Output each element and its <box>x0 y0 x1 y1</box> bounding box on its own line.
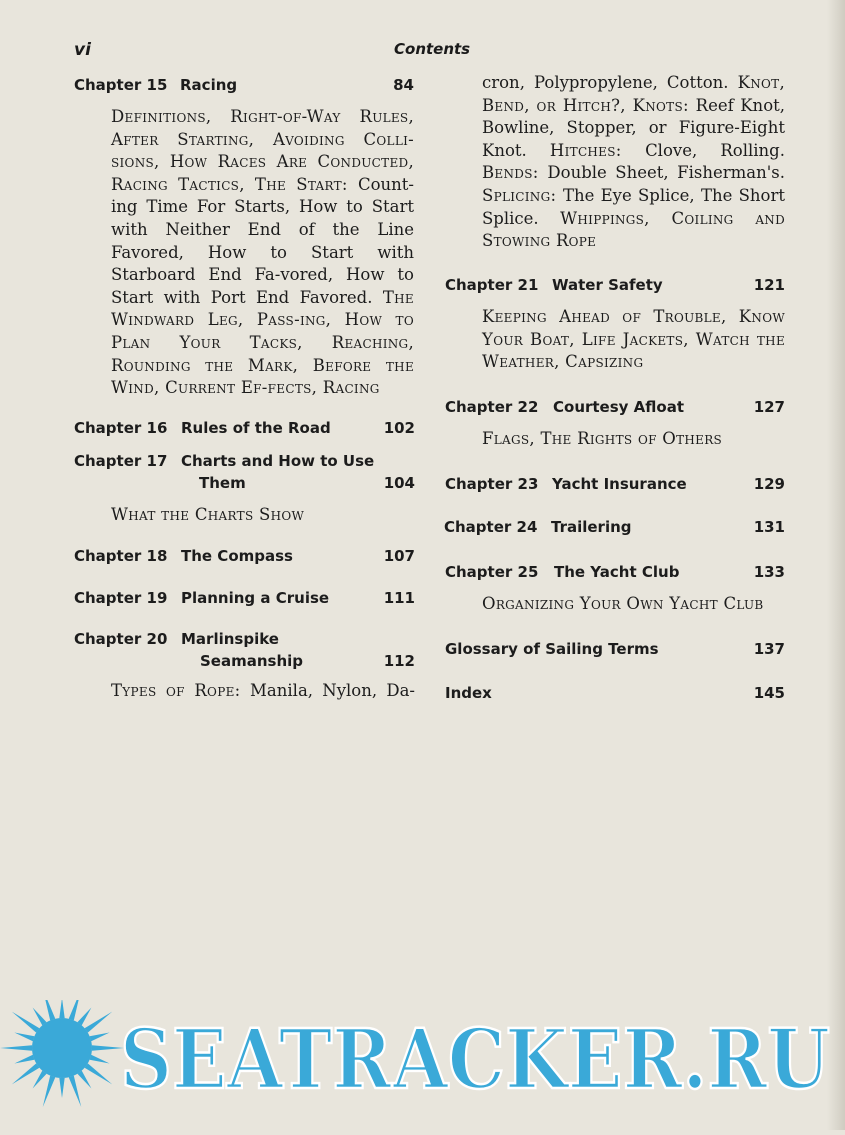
topics-segment: cron, Polypropylene, Cotton. <box>482 73 738 92</box>
toc-entry-chapter-25[interactable] <box>445 563 785 583</box>
chapter-title: Rules of the Road <box>181 419 331 437</box>
page-number-ref: 107 <box>383 547 415 565</box>
chapter-number: Chapter 18 <box>74 547 168 565</box>
chapter-number: Chapter 17 <box>74 452 168 470</box>
chapter-title: Water Safety <box>552 276 663 294</box>
chapter-20-topics <box>111 680 415 703</box>
page-number-ref: 131 <box>753 518 785 536</box>
chapter-number: Chapter 15 <box>74 76 168 94</box>
page-number-ref: 111 <box>383 589 415 607</box>
watermark <box>0 1000 845 1130</box>
sun-ray <box>14 1033 34 1042</box>
sun-ray <box>12 1012 40 1033</box>
chapter-title: Racing <box>180 76 238 94</box>
section-title: Index <box>445 684 492 702</box>
topics-segment: Whippings, Coiling and Stowing Rope <box>482 208 785 251</box>
topics-segment: Bends: <box>482 163 548 183</box>
chapter-number: Chapter 23 <box>445 475 539 493</box>
page-number-ref: 84 <box>393 76 414 94</box>
chapter-title: The Yacht Club <box>554 563 680 581</box>
sun-ray <box>69 1000 82 1020</box>
chapter-17-topics: What the Charts Show <box>111 505 305 524</box>
topics-segment: The Windward Leg, Pass-ing, How to Plan Your Tacks, Reaching, Rounding the Mark, Before the Wind, Current Ef-fects, Racing <box>111 287 414 398</box>
toc-entry-chapter-22[interactable] <box>445 398 785 418</box>
page-number-ref: 145 <box>753 684 785 702</box>
toc-entry-chapter-21[interactable] <box>445 276 785 296</box>
chapter-number: Chapter 22 <box>445 398 539 416</box>
page-number-ref: 127 <box>753 398 785 416</box>
chapter-title: Planning a Cruise <box>181 589 330 607</box>
toc-entry-chapter-17[interactable] <box>74 452 415 496</box>
sun-ray <box>43 1076 56 1107</box>
chapter-number: Chapter 16 <box>74 419 168 437</box>
watermark-graphic <box>0 1000 845 1130</box>
chapter-number: Chapter 25 <box>445 563 539 581</box>
topics-segment: Clove, Rolling. <box>645 140 785 160</box>
toc-entry-chapter-24[interactable] <box>444 518 785 538</box>
toc-entry-chapter-15[interactable] <box>74 76 414 96</box>
sun-ray <box>59 1000 64 1018</box>
sun-ray <box>77 1071 91 1089</box>
page-number-ref: 129 <box>753 475 785 493</box>
topics-segment: Splicing: <box>482 185 563 205</box>
page-number-ref: 133 <box>753 563 785 581</box>
chapter-20-topics-continued <box>482 72 785 253</box>
chapter-title: Yacht Insurance <box>552 475 687 493</box>
page-title: Contents <box>394 40 471 58</box>
toc-entry-chapter-23[interactable] <box>445 475 785 495</box>
toc-entry-chapter-19[interactable] <box>74 589 415 609</box>
sun-ray <box>14 1055 34 1064</box>
chapter-number: Chapter 20 <box>74 630 168 648</box>
topics-segment: Hitches: <box>549 140 646 160</box>
page-number-ref: 104 <box>383 474 415 492</box>
topics-segment: The Eye Splice, The Short Splice. <box>482 185 785 228</box>
sun-ray <box>85 1012 113 1033</box>
page-number-ref: 137 <box>753 640 785 658</box>
chapter-title: Marlinspike <box>181 630 279 648</box>
topics-segment: Types of Rope: <box>111 681 251 700</box>
sun-ray <box>59 1078 64 1098</box>
chapter-22-topics: Flags, The Rights of Others <box>482 429 723 448</box>
chapter-25-topics: Organizing Your Own Yacht Club <box>482 594 764 613</box>
sun-ray <box>0 1045 32 1050</box>
topics-segment: Definitions, Right-of-Way Rules, After Starting, Avoiding Colli-sions, How Races Are Conducted, Racing Tactics, The Start: <box>111 107 414 194</box>
chapter-title: The Compass <box>181 547 293 565</box>
toc-entry-chapter-18[interactable] <box>74 547 415 567</box>
page-number-ref: 121 <box>753 276 785 294</box>
sun-ray <box>90 1055 110 1064</box>
chapter-title: Charts and How to Use <box>181 452 375 470</box>
chapter-title: Courtesy Afloat <box>553 398 684 416</box>
chapter-title-continued: Seamanship <box>200 652 304 670</box>
toc-entry-index[interactable] <box>445 684 785 704</box>
sun-ray <box>90 1033 110 1042</box>
chapter-number: Chapter 24 <box>444 518 538 536</box>
sun-ray <box>33 1008 47 1026</box>
chapter-number: Chapter 19 <box>74 589 168 607</box>
page-number-ref: 102 <box>383 419 415 437</box>
page-number: vi <box>74 40 91 60</box>
topics-segment: Count-ing Time For Starts, How to Start with Neither End of the Line Favored, How to Start with Starboard End Fa-vored, How to Start with Port End Favored. <box>111 174 414 307</box>
sun-ray <box>43 1000 56 1020</box>
sun-ray <box>33 1071 47 1089</box>
chapter-number: Chapter 21 <box>445 276 539 294</box>
topics-segment: Manila, Nylon, Da- <box>250 681 415 700</box>
toc-entry-glossary[interactable] <box>445 640 785 660</box>
topics-segment: Reef Knot, Bowline, Stopper, or Figure-Eight Knot. <box>482 95 785 160</box>
sun-ray <box>12 1063 40 1084</box>
toc-entry-chapter-16[interactable] <box>74 419 415 439</box>
toc-entry-chapter-20[interactable] <box>74 630 415 674</box>
sun-ray <box>85 1063 113 1084</box>
chapter-title: Trailering <box>551 518 632 536</box>
chapter-21-topics: Keeping Ahead of Trouble, Know Your Boat, Life Jackets, Watch the Weather, Capsizing <box>482 307 785 372</box>
section-title: Glossary of Sailing Terms <box>445 640 659 658</box>
topics-segment: Knot, Bend, or Hitch?, Knots: <box>482 73 785 115</box>
sun-ray <box>77 1008 91 1026</box>
watermark-text: SEATRACKER.RU <box>120 1012 830 1108</box>
topics-segment: Double Sheet, Fisherman's. <box>547 163 785 183</box>
chapter-15-topics <box>111 106 414 400</box>
chapter-title-continued: Them <box>199 474 246 492</box>
page-number-ref: 112 <box>383 652 415 670</box>
sun-icon <box>0 1000 124 1107</box>
sun-ray <box>69 1076 82 1107</box>
